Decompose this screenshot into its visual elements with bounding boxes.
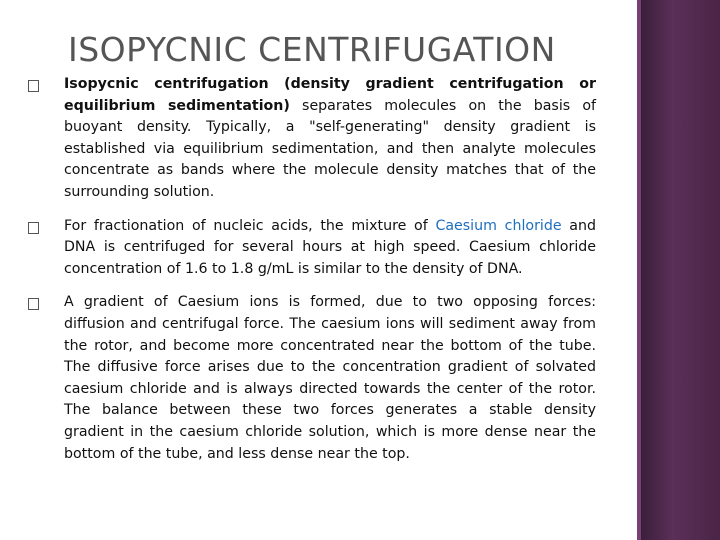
- bullet-square-icon: [28, 80, 39, 92]
- bullet-square-icon: [28, 222, 39, 234]
- bullet-body: A gradient of Caesium ions is formed, due to two opposing forces: diffusion and centrifugal force. The caesium ions will sediment away from the rotor, and become more concentrated near the bottom of the tube. The diffusive force arises due to the concentration gradient of solvated caesium chloride and is always directed towards the center of the rotor. The balance between these two forces generates a stable density gradient in the caesium chloride solution, which is more dense near the bottom of the tube, and less dense near the top.: [64, 294, 596, 462]
- caesium-chloride-link[interactable]: Caesium chloride: [435, 217, 562, 234]
- bullet-text: [64, 216, 596, 281]
- bullet-square-icon: [28, 298, 39, 310]
- bullet-item: [28, 74, 596, 204]
- bullet-item: [28, 216, 596, 281]
- bullet-body: separates molecules on the basis of buoyant density. Typically, a "self-generating" density gradient is established via equilibrium sedimentation, and then analyte molecules concentrate as bands where the molecule density matches that of the surrounding solution.: [64, 97, 596, 200]
- slide-title: ISOPYCNIC CENTRIFUGATION: [68, 30, 556, 69]
- bullet-text: [64, 292, 596, 465]
- bullet-list: [28, 74, 596, 465]
- decorative-sidebar: [641, 0, 720, 540]
- bullet-bold-term: Isopycnic centrifugation (density gradient centrifugation or equilibrium sedimentation): [64, 76, 596, 114]
- bullet-body-pre: For fractionation of nucleic acids, the mixture of: [64, 217, 436, 234]
- bullet-body-post: and DNA is centrifuged for several hours at high speed. Caesium chloride concentration of 1.6 to 1.8 g/mL is similar to the density of DNA.: [64, 217, 596, 277]
- bullet-text: [64, 74, 596, 204]
- bullet-item: [28, 292, 596, 465]
